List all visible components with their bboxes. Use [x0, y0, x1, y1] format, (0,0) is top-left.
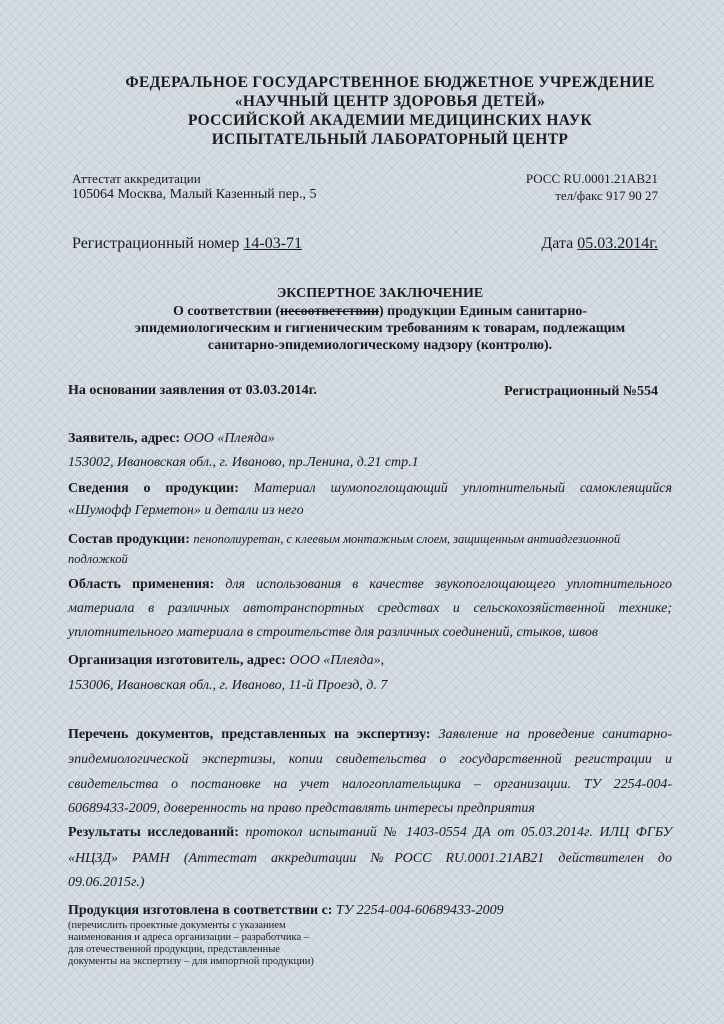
manufacturer-label: Организация изготовитель, адрес: — [68, 653, 286, 668]
results-line-3: 09.06.2015г.) — [68, 875, 145, 890]
registration-line — [72, 235, 302, 253]
conclusion-line-1 — [60, 304, 700, 320]
manufacturer-name: ООО «Плеяда», — [289, 653, 385, 668]
conclusion-line-1a: О соответствии ( — [172, 304, 281, 319]
manufacturer-address: 153006, Ивановская обл., г. Иваново, 11-й Проезд, д. 7 — [68, 678, 388, 693]
org-header-line-2: «НАУЧНЫЙ ЦЕНТР ЗДОРОВЬЯ ДЕТЕЙ» — [234, 93, 546, 110]
composition-label: Состав продукции: — [68, 532, 190, 547]
documents-line-4: 60689433-2009, доверенность на право представлять интересы предприятия — [68, 801, 535, 816]
org-header-line-3: РОССИЙСКОЙ АКАДЕМИИ МЕДИЦИНСКИХ НАУК — [187, 112, 593, 129]
compliance-note-2: наименования и адреса организации – разработчика – — [68, 932, 309, 943]
results-text-1: протокол испытаний № 1403-0554 ДА от 05.03.2014г. ИЛЦ ФГБУ — [245, 825, 672, 840]
product-line-1 — [68, 480, 672, 498]
accreditation-label: Аттестат аккредитации — [72, 171, 201, 186]
org-header-line-1: ФЕДЕРАЛЬНОЕ ГОСУДАРСТВЕННОЕ БЮДЖЕТНОЕ УЧРЕЖДЕНИЕ — [125, 74, 655, 91]
documents-line-1 — [68, 726, 672, 744]
product-label: Сведения о продукции: — [68, 481, 239, 496]
results-line-1 — [68, 824, 672, 842]
org-header-line-4: ИСПЫТАТЕЛЬНЫЙ ЛАБОРАТОРНЫЙ ЦЕНТР — [211, 131, 569, 148]
applicant-name: ООО «Плеяда» — [183, 431, 275, 446]
application-text-1: для использования в качестве звукопоглощающего уплотнительного — [225, 577, 672, 592]
date-value: 05.03.2014г. — [577, 235, 658, 252]
results-label: Результаты исследований: — [68, 825, 239, 840]
compliance-line — [68, 902, 672, 920]
manufacturer-line — [68, 652, 672, 670]
application-line-2: материала в различных автотранспортных средствах и сельскохозяйственной технике; — [68, 601, 672, 616]
compliance-note-4: документы на экспертизу – для импортной продукции) — [68, 956, 314, 967]
lab-phone: тел/факс 917 90 27 — [555, 188, 658, 203]
composition-text: пенополиуретан, с клеевым монтажным слоем, защищенным антиадгезионной — [193, 532, 621, 546]
product-line-2: «Шумофф Герметон» и детали из него — [68, 503, 304, 518]
conclusion-line-2: эпидемиологическим и гигиеническим требованиям к товарам, подлежащим — [134, 321, 626, 336]
registration-label: Регистрационный номер — [72, 235, 240, 252]
basis-statement: На основании заявления от 03.03.2014г. — [68, 383, 317, 398]
product-description: Материал шумопоглощающий уплотнительный самоклеящийся — [253, 481, 672, 496]
documents-text-1: Заявление на проведение санитарно- — [438, 727, 672, 742]
application-line-3: уплотнительного материала в строительстве для различных соединений, стыков, швов — [68, 625, 598, 640]
documents-line-2: эпидемиологической экспертизы, копии свидетельства о государственной регистрации и — [68, 752, 672, 767]
composition-line-1 — [68, 530, 672, 549]
conclusion-title: ЭКСПЕРТНОЕ ЗАКЛЮЧЕНИЕ — [276, 286, 484, 301]
application-line-1 — [68, 576, 672, 594]
compliance-note-3: для отечественной продукции, представленные — [68, 944, 280, 955]
lab-address: 105064 Москва, Малый Казенный пер., 5 — [72, 187, 317, 202]
results-line-2: «НЦЗД» РАМН (Аттестат аккредитации №РОСС RU.0001.21АВ21 действителен до — [68, 851, 672, 866]
conclusion-strike: несоответствии — [280, 304, 379, 319]
date-line — [541, 235, 658, 253]
compliance-label: Продукция изготовлена в соответствии с: — [68, 903, 333, 918]
registration-number: 14-03-71 — [243, 235, 303, 252]
compliance-note-1: (перечислить проектные документы с указанием — [68, 920, 286, 931]
applicant-label: Заявитель, адрес: — [68, 431, 181, 446]
applicant-address: 153002, Ивановская обл., г. Иваново, пр.Ленина, д.21 стр.1 — [68, 455, 419, 470]
composition-line-2: подложкой — [68, 552, 128, 566]
conclusion-line-1b: ) продукции Единым санитарно- — [378, 304, 588, 319]
compliance-value: ТУ 2254-004-60689433-2009 — [335, 903, 504, 918]
accreditation-number: РОСС RU.0001.21АВ21 — [525, 171, 658, 186]
applicant-line — [68, 430, 672, 448]
application-label: Область применения: — [68, 577, 215, 592]
basis-reg-no: Регистрационный №554 — [504, 384, 658, 399]
documents-line-3: свидетельства о постановке на учет налогоплательщика – организации. ТУ 2254-004- — [68, 777, 672, 792]
documents-label: Перечень документов, представленных на экспертизу: — [68, 727, 431, 742]
conclusion-line-3: санитарно-эпидемиологическому надзору (контролю). — [207, 338, 553, 353]
date-label: Дата — [541, 235, 574, 252]
